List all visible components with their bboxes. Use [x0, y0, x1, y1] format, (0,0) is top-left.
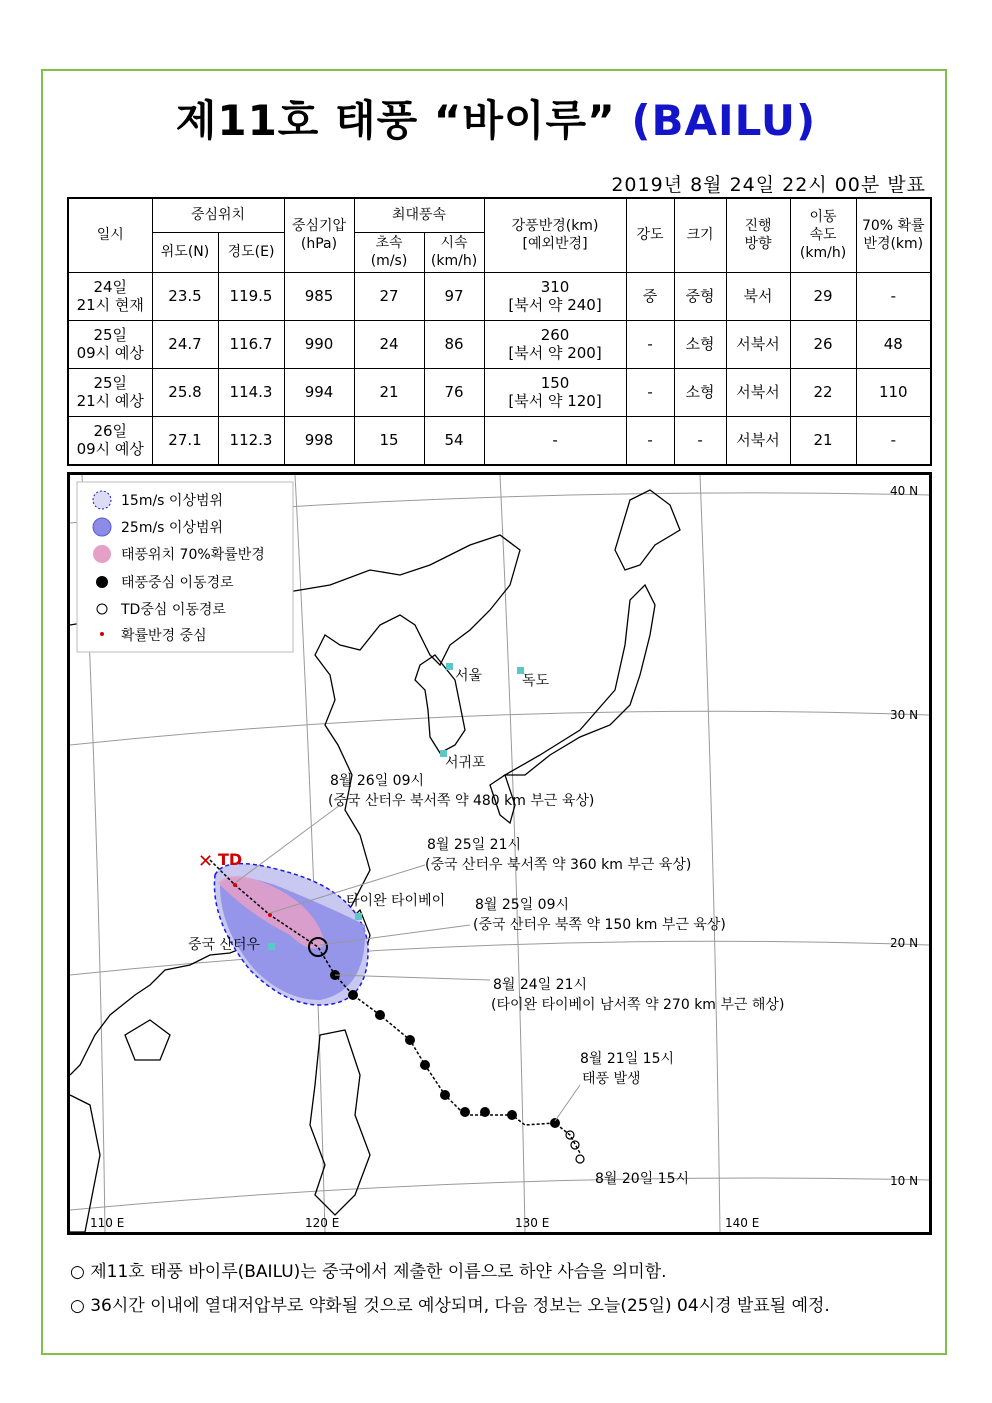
- lat-label-40n: 40 N: [890, 484, 919, 498]
- track-point: [405, 1035, 415, 1045]
- track-point: [420, 1060, 430, 1070]
- cell-probability: 48: [856, 320, 931, 368]
- lon-label-130e: 130 E: [515, 1216, 550, 1230]
- cell-radius: -: [484, 416, 626, 465]
- lon-label-120e: 120 E: [305, 1216, 340, 1230]
- header-maxwind: 최대풍속: [354, 198, 484, 232]
- seoul-dot: [446, 663, 453, 670]
- map-legend: [77, 482, 293, 652]
- cell-kmh: 76: [424, 368, 484, 416]
- table-row: [68, 320, 931, 368]
- header-speed: 이동 속도 (km/h): [790, 198, 856, 272]
- cell-ms: 24: [354, 320, 424, 368]
- cell-direction: 서북서: [726, 320, 790, 368]
- cell-direction: 서북서: [726, 368, 790, 416]
- cell-pressure: 990: [284, 320, 354, 368]
- track-points: [330, 970, 560, 1128]
- forecast-table: [67, 197, 932, 466]
- cell-radius: 260 [북서 약 200]: [484, 320, 626, 368]
- cell-size: 소형: [674, 368, 726, 416]
- td-point: [571, 1141, 579, 1149]
- header-ms: 초속 (m/s): [354, 232, 424, 272]
- cell-probability: -: [856, 272, 931, 320]
- note-2: ○ 36시간 이내에 열대저압부로 약화될 것으로 예상되며, 다음 정보는 오늘(25일) 04시경 발표될 예정.: [70, 1296, 830, 1316]
- taipei-dot: [355, 913, 362, 920]
- header-size: 크기: [674, 198, 726, 272]
- cell-lon: 119.5: [218, 272, 284, 320]
- label-dokdo: 독도: [522, 673, 550, 689]
- cell-size: -: [674, 416, 726, 465]
- cell-ms: 21: [354, 368, 424, 416]
- shantou-dot: [268, 943, 275, 950]
- cell-kmh: 54: [424, 416, 484, 465]
- cell-radius: 310 [북서 약 240]: [484, 272, 626, 320]
- legend-prob-icon: [93, 545, 111, 563]
- cell-speed: 26: [790, 320, 856, 368]
- cell-lon: 114.3: [218, 368, 284, 416]
- legend-typhoon-icon: [96, 576, 108, 588]
- cell-size: 중형: [674, 272, 726, 320]
- anno-24-21-title: 8월 24일 21시: [493, 977, 588, 993]
- cell-time: 25일 21시 예상: [68, 368, 152, 416]
- cell-intensity: -: [626, 320, 674, 368]
- anno-25-21-title: 8월 25일 21시: [427, 837, 522, 853]
- header-lat: 위도(N): [152, 232, 218, 272]
- typhoon-track-map: [67, 472, 932, 1235]
- map-svg: [70, 475, 929, 1232]
- header-pressure: 중심기압 (hPa): [284, 198, 354, 272]
- lat-label-20n: 20 N: [890, 936, 919, 950]
- header-probability: 70% 확률 반경(km): [856, 198, 931, 272]
- header-intensity: 강도: [626, 198, 674, 272]
- label-seoul: 서울: [455, 668, 483, 684]
- lat-label-10n: 10 N: [890, 1174, 919, 1188]
- anno-26-09-title: 8월 26일 09시: [330, 773, 425, 789]
- cell-speed: 29: [790, 272, 856, 320]
- legend-25ms-icon: [93, 518, 111, 536]
- td-label: TD: [218, 850, 243, 869]
- header-center: 중심위치: [152, 198, 284, 232]
- header-kmh: 시속 (km/h): [424, 232, 484, 272]
- cell-lat: 24.7: [152, 320, 218, 368]
- title-main: 제11호 태풍 “바이루”: [175, 96, 616, 145]
- cell-direction: 서북서: [726, 416, 790, 465]
- header-direction: 진행 방향: [726, 198, 790, 272]
- prob-center: [233, 883, 237, 887]
- title-english: (BAILU): [631, 96, 817, 145]
- anno-20-15-title: 8월 20일 15시: [595, 1171, 690, 1187]
- meridian-140e: [700, 475, 720, 1232]
- anno-21-15-title: 8월 21일 15시: [580, 1051, 675, 1067]
- cell-time: 26일 09시 예상: [68, 416, 152, 465]
- legend-15ms-icon: [93, 491, 111, 509]
- note-1: ○ 제11호 태풍 바이루(BAILU)는 중국에서 제출한 이름으로 하얀 사슴을 의미함.: [70, 1262, 667, 1282]
- legend-typhoon-track: 태풍중심 이동경로: [121, 575, 234, 591]
- td-point: [576, 1155, 584, 1163]
- label-shantou: 중국 산터우: [188, 937, 261, 953]
- cell-lon: 116.7: [218, 320, 284, 368]
- cell-kmh: 97: [424, 272, 484, 320]
- cell-intensity: -: [626, 368, 674, 416]
- issued-date: 2019년 8월 24일 22시 00분 발표: [611, 174, 926, 196]
- track-point: [480, 1107, 490, 1117]
- label-seogwipo: 서귀포: [445, 755, 486, 771]
- table-row: [68, 272, 931, 320]
- cell-time: 25일 09시 예상: [68, 320, 152, 368]
- table-row: [68, 368, 931, 416]
- vietnam-coast: [70, 1095, 100, 1232]
- anno-21-15-desc: 태풍 발생: [582, 1071, 641, 1087]
- header-radius: 강풍반경(km) [예외반경]: [484, 198, 626, 272]
- anno-25-09-desc: (중국 산터우 북쪽 약 150 km 부근 육상): [473, 917, 726, 933]
- track-point: [460, 1107, 470, 1117]
- cell-pressure: 994: [284, 368, 354, 416]
- cell-size: 소형: [674, 320, 726, 368]
- parallel-30n: [70, 711, 929, 745]
- track-point: [550, 1118, 560, 1128]
- track-point: [440, 1090, 450, 1100]
- cell-probability: 110: [856, 368, 931, 416]
- anno-24-21-desc: (타이완 타이베이 남서쪽 약 270 km 부근 해상): [491, 997, 785, 1013]
- anno-25-21-desc: (중국 산터우 북서쪽 약 360 km 부근 육상): [425, 857, 692, 873]
- cell-pressure: 985: [284, 272, 354, 320]
- cell-intensity: 중: [626, 272, 674, 320]
- page-title: [0, 88, 992, 148]
- track-point: [348, 990, 358, 1000]
- anno-25-09-title: 8월 25일 09시: [475, 897, 570, 913]
- philippines: [310, 1030, 370, 1215]
- cell-speed: 22: [790, 368, 856, 416]
- legend-center-icon: [100, 632, 104, 636]
- lon-label-140e: 140 E: [725, 1216, 760, 1230]
- legend-25ms: 25m/s 이상범위: [121, 520, 224, 536]
- anno-26-09-desc: (중국 산터우 북서쪽 약 480 km 부근 육상): [328, 793, 595, 809]
- cell-ms: 15: [354, 416, 424, 465]
- td-marker-icon: ✕: [198, 851, 214, 872]
- cell-radius: 150 [북서 약 120]: [484, 368, 626, 416]
- notes: [70, 1255, 830, 1323]
- hokkaido: [615, 490, 680, 570]
- legend-prob-center: 확률반경 중심: [121, 628, 207, 644]
- legend-td-track: TD중심 이동경로: [121, 602, 226, 618]
- label-taipei: 타이완 타이베이: [346, 893, 446, 909]
- td-points: [566, 1131, 584, 1163]
- cell-probability: -: [856, 416, 931, 465]
- prob-center: [268, 913, 272, 917]
- cell-ms: 27: [354, 272, 424, 320]
- legend-prob: 태풍위치 70%확률반경: [121, 547, 265, 563]
- track-point: [375, 1010, 385, 1020]
- lon-label-110e: 110 E: [90, 1216, 125, 1230]
- track-point: [507, 1110, 517, 1120]
- cell-kmh: 86: [424, 320, 484, 368]
- header-time: 일시: [68, 198, 152, 272]
- table-row: [68, 416, 931, 465]
- hainan: [125, 1020, 170, 1060]
- parallel-10n: [70, 1178, 929, 1210]
- cell-lat: 23.5: [152, 272, 218, 320]
- cell-direction: 북서: [726, 272, 790, 320]
- cell-lat: 27.1: [152, 416, 218, 465]
- lat-label-30n: 30 N: [890, 708, 919, 722]
- cell-speed: 21: [790, 416, 856, 465]
- cell-intensity: -: [626, 416, 674, 465]
- legend-15ms: 15m/s 이상범위: [121, 493, 224, 509]
- cell-time: 24일 21시 현재: [68, 272, 152, 320]
- cell-pressure: 998: [284, 416, 354, 465]
- cell-lat: 25.8: [152, 368, 218, 416]
- cell-lon: 112.3: [218, 416, 284, 465]
- header-lon: 경도(E): [218, 232, 284, 272]
